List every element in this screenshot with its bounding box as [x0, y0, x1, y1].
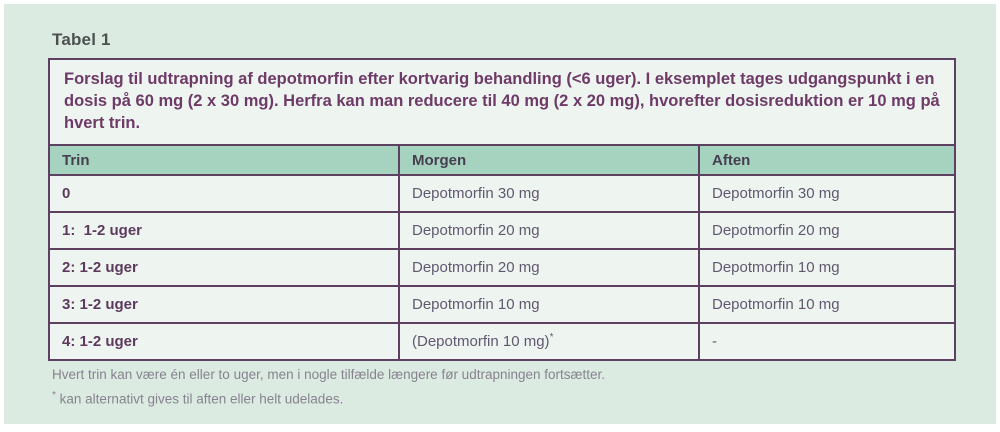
column-header-trin: Trin — [49, 145, 399, 175]
table-header-row — [49, 145, 955, 175]
footnote-marker: * — [52, 389, 56, 401]
page-panel — [4, 4, 996, 424]
footnote-asterisk — [52, 387, 605, 411]
cell-dose: Depotmorfin 10 mg — [399, 286, 699, 323]
cell-trin: 0 — [49, 175, 399, 212]
table-row — [49, 323, 955, 360]
page-title: Tabel 1 — [52, 30, 111, 49]
table-intro-row — [49, 59, 955, 145]
table-row — [49, 286, 955, 323]
cell-dose: Depotmorfin 30 mg — [399, 175, 699, 212]
asterisk-marker: * — [549, 332, 554, 344]
cell-dose: Depotmorfin 10 mg — [699, 286, 955, 323]
cell-dose: Depotmorfin 20 mg — [399, 249, 699, 286]
table-intro: Forslag til udtrapning af depotmorfin efter kortvarig behandling (<6 uger). I eksemplet tages udgangspunkt i en dosis på 60 mg (2 x 30 mg). Herfra kan man reducere til 40 mg (2 x 20 mg), hvorefter dosisreduktion er 10 mg på hvert trin. — [49, 59, 955, 145]
cell-dose: (Depotmorfin 10 mg)* — [399, 323, 699, 360]
footnote-duration: Hvert trin kan være én eller to uger, men i nogle tilfælde længere før udtrapningen fortsætter. — [52, 367, 606, 382]
column-header-aften: Aften — [699, 145, 955, 175]
footnote-text: kan alternativt gives til aften eller helt udelades. — [55, 391, 344, 407]
table-row — [49, 175, 955, 212]
footnotes — [52, 364, 605, 411]
cell-dose: Depotmorfin 20 mg — [399, 212, 699, 249]
cell-trin: 2: 1-2 uger — [49, 249, 399, 286]
cell-trin: 1: 1-2 uger — [49, 212, 399, 249]
taper-table — [48, 58, 956, 361]
cell-dose: Depotmorfin 30 mg — [699, 175, 955, 212]
cell-dose: - — [699, 323, 955, 360]
column-header-morgen: Morgen — [399, 145, 699, 175]
table-row — [49, 249, 955, 286]
table-row — [49, 212, 955, 249]
cell-dose: Depotmorfin 20 mg — [699, 212, 955, 249]
cell-dose: Depotmorfin 10 mg — [699, 249, 955, 286]
cell-trin: 4: 1-2 uger — [49, 323, 399, 360]
cell-trin: 3: 1-2 uger — [49, 286, 399, 323]
